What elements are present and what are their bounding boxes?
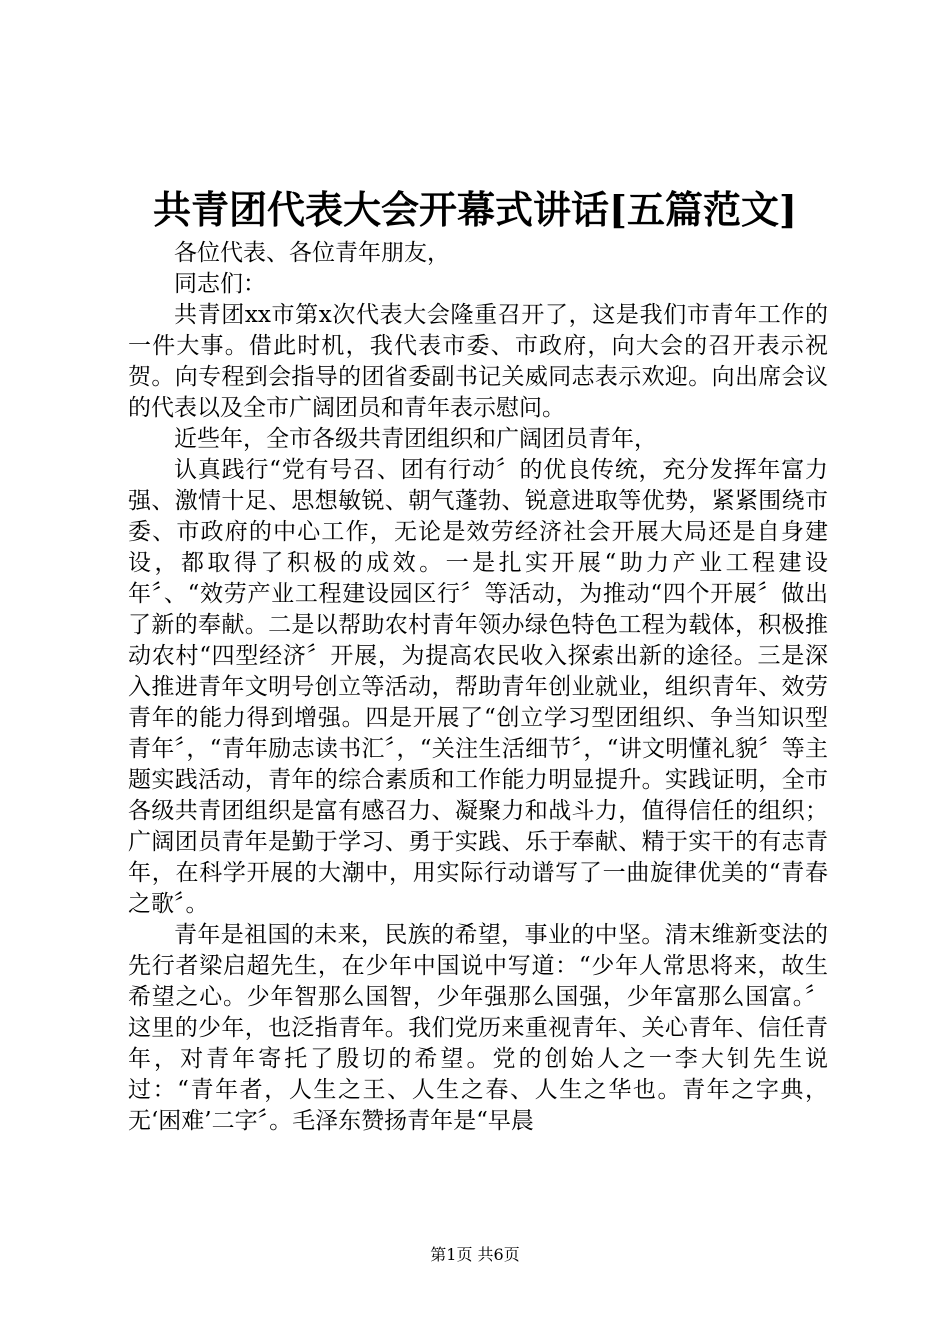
page-number-footer: 第1页 共6页 xyxy=(430,1245,520,1264)
paragraph-achievements: 认真践行“党有号召、团有行动〞的优良传统，充分发挥年富力强、激情十足、思想敏锐、朝气蓬勃、锐意进取等优势，紧紧围绕市委、市政府的中心工作，无论是效劳经济社会开展大局还是自身建设，都取得了积极的成效。一是扎实开展“助力产业工程建设年〞、“效劳产业工程建设园区行〞等活动，为推动“四个开展〞做出了新的奉献。二是以帮助农村青年领办绿色特色工程为载体，积极推动农村“四型经济〞开展，为提高农民收入探索出新的途径。三是深入推进青年文明号创立等活动，帮助青年创业就业，组织青年、效劳青年的能力得到增强。四是开展了“创立学习型团组织、争当知识型青年〞，“青年励志读书汇〞，“关注生活细节〞，“讲文明懂礼貌〞等主题实践活动，青年的综合素质和工作能力明显提升。实践证明，全市各级共青团组织是富有感召力、凝聚力和战斗力，值得信任的组织；广阔团员青年是勤于学习、勇于实践、乐于奉献、精于实干的有志青年，在科学开展的大潮中，用实际行动谱写了一曲旋律优美的“青春之歌〞。 xyxy=(128,457,828,917)
paragraph-opening: 共青团xx市第x次代表大会隆重召开了，这是我们市青年工作的一件大事。借此时机，我代表市委、市政府，向大会的召开表示祝贺。向专程到会指导的团省委副书记关威同志表示欢迎。向出席会议的代表以及全市广阔团员和青年表示慰问。 xyxy=(128,302,828,421)
document-body xyxy=(128,238,828,1137)
paragraph-salutation-2: 同志们： xyxy=(174,271,266,297)
paragraph-youth-future: 青年是祖国的未来，民族的希望，事业的中坚。清末维新变法的先行者梁启超先生，在少年中国说中写道：“少年人常思将来，故生希望之心。少年智那么国智，少年强那么国强，少年富那么国富。〞这里的少年，也泛指青年。我们党历来重视青年、关心青年、信任青年，对青年寄托了殷切的希望。党的创始人之一李大钊先生说过：“青年者，人生之王、人生之春、人生之华也。青年之字典，无‘困难’二字〞。毛泽东赞扬青年是“早晨 xyxy=(128,922,828,1134)
paragraph-salutation-1: 各位代表、各位青年朋友， xyxy=(174,240,450,266)
document-title: 共青团代表大会开幕式讲话[五篇范文] xyxy=(153,187,797,232)
paragraph-recent-years: 近些年，全市各级共青团组织和广阔团员青年， xyxy=(174,426,657,452)
